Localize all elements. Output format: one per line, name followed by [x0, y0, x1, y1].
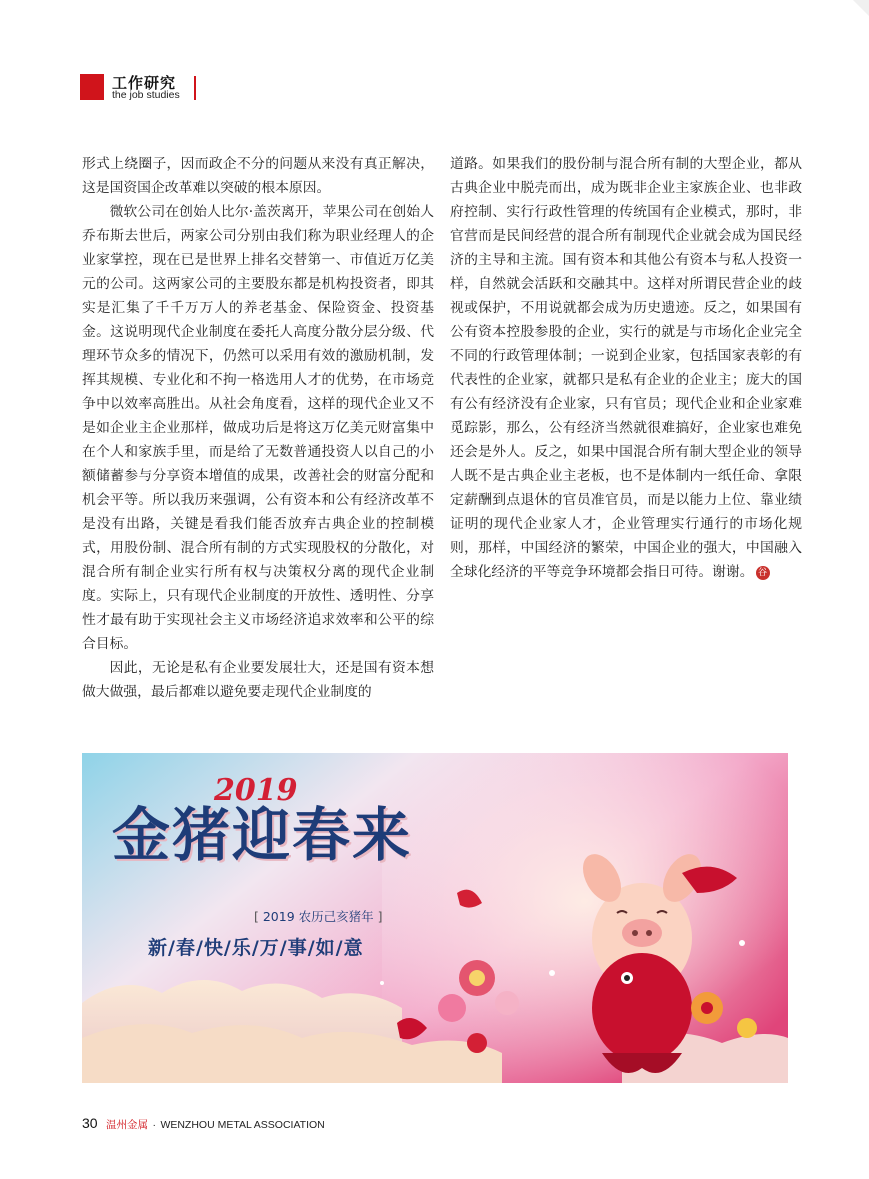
paragraph: 微软公司在创始人比尔·盖茨离开，苹果公司在创始人乔布斯去世后，两家公司分别由我们称为职业经理人的企业家掌控，现在已是世界上排名交替第一、市值近万亿美元的公司。这两家公司的主要股东都是机构投资者，即其实是汇集了千千万万人的养老基金、保险资金、投资基金。这说明现代企业制度在委托人高度分散分层分级、代理环节众多的情况下，仍然可以采用有效的激励机制，发挥其规模、专业化和不拘一格选用人才的优势，在市场竞争中以效率高胜出。从社会角度看，这样的现代企业又不是如企业主企业那样，做成功后是将这万亿美元财富集中在个人和家族手里，而是给了无数普通投资人以自己的小额储蓄参与分享资本增值的成果，改善社会的财富分配和机会平等。所以我历来强调，公有资本和公有经济改革不是没有出路，关键是看我们能否放弃古典企业的控制模式，用股份制、混合所有制的方式实现股权的分散化，对混合所有制企业实行所有权与决策权分离的现代企业制度。实际上，只有现代企业制度的开放性、透明性、分享性才最有助于实现社会主义市场经济追求效率和公平的综合目标。 [82, 204, 434, 652]
page-number: 30 [82, 1115, 98, 1131]
page-corner-fold [853, 0, 869, 16]
magazine-name-cn: 温州金属 [106, 1119, 149, 1131]
article-right-column [450, 152, 802, 584]
paragraph: 形式上绕圈子，因而政企不分的问题从来没有真正解决，这是国资国企改革难以突破的根本原因。 [82, 156, 434, 196]
article-end-icon: 谷 [756, 566, 770, 580]
paragraph-text: 道路。如果我们的股份制与混合所有制的大型企业，都从古典企业中脱壳而出，成为既非企业主家族企业、也非政府控制、实行行政性管理的传统国有企业模式，那时，非官营而是民间经营的混合所有制现代企业就会成为国民经济的主导和主流。国有资本和其他公有资本与私人投资一样，自然就会活跃和交融其中。这样对所谓民营企业的歧视或保护，不用说就都会成为历史遗迹。反之，如果国有公有资本控股参股的企业，实行的就是与市场化企业完全不同的行政管理体制；一说到企业家，包括国家表彰的有代表性的企业家，就都只是私有企业的企业主；庞大的国有公有经济没有企业家，只有官员；现代企业和企业家难觅踪影，那么，公有经济当然就很难搞好，企业家也难免还会是外人。反之，如果中国混合所有制大型企业的领导人既不是古典企业主老板，也不是体制内一纸任命、拿限定薪酬到点退休的官员准官员，而是以能力上位、靠业绩证明的现代企业家人才，企业管理实行通行的市场化规则，那样，中国经济的繁荣，中国企业的强大，中国融入全球化经济的平等竞争环境都会指日可待。谢谢。 [450, 156, 802, 580]
page-footer [82, 1115, 325, 1133]
banner-greeting: 新/春/快/乐/万/事/如/意 [148, 937, 364, 959]
new-year-banner [82, 753, 788, 1083]
section-title: 工作研究 [112, 74, 177, 92]
banner-title: 金猪迎春来 [112, 801, 413, 869]
magazine-name-en: WENZHOU METAL ASSOCIATION [160, 1119, 325, 1131]
paragraph: 因此，无论是私有企业要发展壮大，还是国有资本想做大做强，最后都难以避免要走现代企业制度的 [82, 660, 434, 700]
footer-separator: · [152, 1119, 156, 1131]
banner-tagline-text: 2019 农历己亥猪年 [262, 909, 374, 924]
red-carp-illustration [592, 953, 692, 1073]
banner-tagline: [ 2019 农历己亥猪年 ] [254, 909, 383, 924]
section-subtitle: the job studies [112, 89, 180, 101]
paragraph-continued [450, 152, 802, 584]
header-red-square [80, 74, 104, 100]
banner-year: 2019 [214, 773, 298, 808]
article-left-column [82, 152, 434, 704]
header-divider [194, 76, 196, 100]
